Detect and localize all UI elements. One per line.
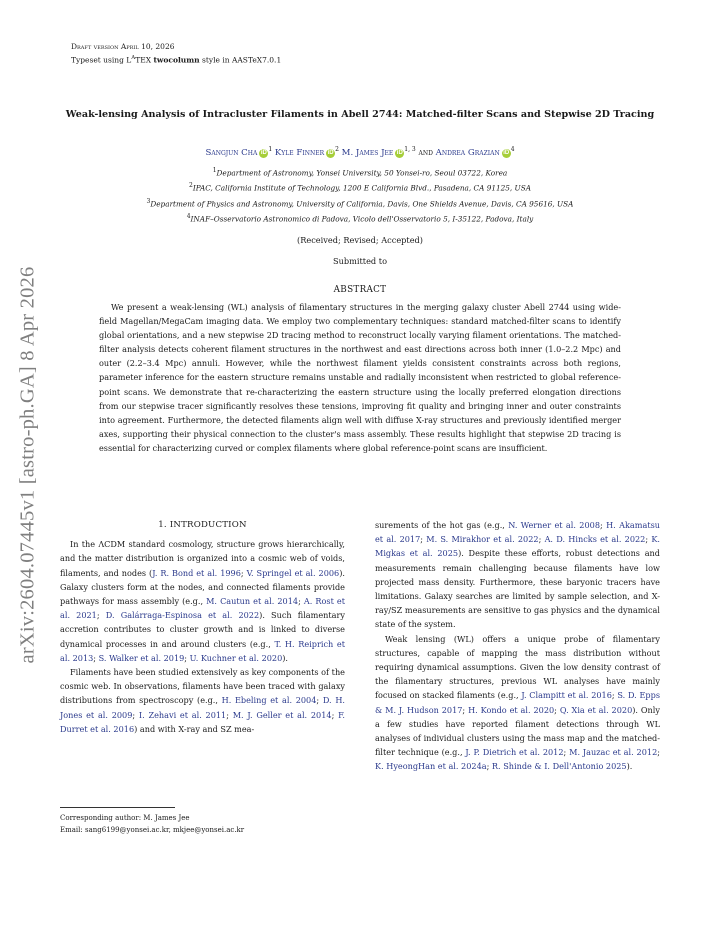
footnote (60, 812, 345, 836)
paper-title: Weak-lensing Analysis of Intracluster Filaments in Abell 2744: Matched-filter Scans and Stepwise 2D Tracing (65, 109, 655, 120)
affiliation (60, 164, 660, 179)
corresponding-author: Corresponding author: M. James Jee (60, 814, 190, 822)
affiliation (60, 210, 660, 225)
citation-link[interactable]: N. Werner et al. 2008 (508, 520, 600, 530)
citation-link[interactable]: U. Kuchner et al. 2020 (189, 652, 283, 663)
orcid-icon[interactable]: iD (260, 149, 267, 156)
paragraph: Weak lensing (WL) offers a unique probe of filamentary structures, capable of mapping the mass distribution without requiring dynamical assumptions. Given the low density contrast of the filamentary structures, previous WL analyses have mainly focused on stacked filaments (e.g., J. Clampitt et al. 2016; S. D. Epps & M. J. Hudson 2017; H. Kondo et al. 2020; Q. Xia et al. 2020). Only a few studies have reported filament detections through WL analyses of individual clusters using the mass map and the matched-filter technique (e.g., J. P. Dietrich et al. 2012; M. Jauzac et al. 2012; K. HyeongHan et al. 2024a; R. Shinde & I. Dell'Antonio 2025). (375, 633, 660, 772)
orcid-icon[interactable]: iD (503, 149, 510, 156)
section-heading: 1. INTRODUCTION (158, 520, 247, 530)
paragraph: In the ΛCDM standard cosmology, structure grows hierarchically, and the matter distribution is organized into a cosmic web of voids, filaments, and nodes (J. R. Bond et al. 1996; V. Springel et al. 2006). Galaxy clusters form at the nodes, and connected filaments provide pathways for mass assembly (e.g., M. Cautun et al. 2014; A. Rost et al. 2021; D. Galárraga-Espinosa et al. 2022). Such filamentary accretion contributes to cluster growth and is linked to diverse dynamical processes in and around clusters (e.g., T. H. Reiprich et al. 2013; S. Walker et al. 2019; U. Kuchner et al. 2020). (60, 539, 345, 663)
affil-text: IPAC, California Institute of Technology, 1200 E California Blvd., Pasadena, CA 91125, USA (192, 183, 531, 193)
citation-link[interactable]: J. Clampitt et al. 2016 (521, 690, 612, 701)
draft-version-line: Draft version April 10, 2026 (71, 42, 175, 51)
citation-link[interactable]: J. R. Bond et al. 1996 (152, 567, 241, 578)
affil-sup: 3 (146, 197, 151, 205)
citation-link[interactable]: D. H. Jones et al. 2009 (60, 695, 345, 720)
author-and: and (418, 147, 433, 158)
citation-link[interactable]: F. Durret et al. 2016 (60, 709, 346, 734)
author-affil-sup: 1 (268, 146, 273, 153)
citation-link[interactable]: H. Kondo et al. 2020 (468, 704, 555, 715)
author-affil-sup: 2 (335, 146, 339, 153)
right-column (375, 518, 660, 774)
arxiv-stamp-text: arXiv:2604.07445v1 [astro-ph.GA] 8 Apr 2026 (16, 266, 39, 664)
citation-link[interactable]: I. Zehavi et al. 2011 (138, 709, 227, 720)
author-list (60, 146, 660, 158)
affil-sup: 1 (212, 167, 217, 174)
citation-link[interactable]: A. D. Hincks et al. 2022 (544, 534, 646, 545)
citation-link[interactable]: S. Walker et al. 2019 (98, 652, 185, 663)
latex-tex: TEX (135, 55, 152, 64)
abstract-text: We present a weak-lensing (WL) analysis of filamentary structures in the merging galaxy cluster Abell 2744 using wide-field Magellan/MegaCam imaging data. We employ two complementary techniques: standard matched-filter scans to identify global orientations, and a new stepwise 2D tracing method to reconstruct locally varying filament orientations. The matched-filter analysis detects coherent filament structures in the northwest and east directions across both inner (1.0–2.2 Mpc) and outer (2.2–3.4 Mpc) annuli. However, while the northwest filament yields consistent constraints across both regions, parameter inference for the eastern structure remains unstable and radially inconsistent when restricted to global reference-point scans. We demonstrate that re-characterizing the eastern structure using the locally preferred elongation directions from our stepwise tracer significantly resolves these tensions, improving fit quality and bringing inner and outer constraints into agreement. Furthermore, the detected filaments align well with diffuse X-ray structures and previously identified merger axes, supporting their physical connection to the cluster's mass assembly. These results highlight that stepwise 2D tracing is essential for characterizing curved or complex filaments where global reference-point scans are insufficient. (99, 302, 621, 453)
author-link[interactable]: Andrea Grazian (435, 147, 500, 158)
author-link[interactable]: Sangjun Cha (205, 147, 258, 158)
orcid-icon[interactable]: iD (396, 149, 403, 156)
draft-header (71, 42, 281, 66)
citation-link[interactable]: J. P. Dietrich et al. 2012 (465, 747, 564, 758)
citation-link[interactable]: M. S. Mirakhor et al. 2022 (426, 534, 539, 545)
citation-link[interactable]: R. Shinde & I. Dell'Antonio 2025 (491, 761, 627, 772)
author-affil-sup: 4 (510, 146, 515, 153)
received-line: (Received; Revised; Accepted) (297, 235, 423, 245)
arxiv-stamp (8, 235, 48, 695)
affiliation-list (60, 164, 660, 226)
citation-link[interactable]: K. Migkas et al. 2025 (375, 534, 660, 559)
paragraph: Filaments have been studied extensively as key components of the cosmic web. In observations, filaments have been traced with galaxy distributions from spectroscopy (e.g., H. Ebeling et al. 2004; D. H. Jones et al. 2009; I. Zehavi et al. 2011; M. J. Geller et al. 2014; F. Durret et al. 2016) and with X-ray and SZ mea- (60, 667, 346, 734)
author-affil-sup: 1, 3 (404, 146, 416, 153)
affil-text: Department of Astronomy, Yonsei University, 50 Yonsei-ro, Seoul 03722, Korea (216, 168, 508, 178)
paragraph: surements of the hot gas (e.g., N. Werner et al. 2008; H. Akamatsu et al. 2017; M. S. Mirakhor et al. 2022; A. D. Hincks et al. 2022; K. Migkas et al. 2025). Despite these efforts, robust detections and measurements remain challenging because filaments have low projected mass density. Furthermore, these baryonic tracers have limitations. Galaxy searches are limited by sample selection, and X-ray/SZ measurements are sensitive to gas physics and the dynamical state of the system. (375, 520, 660, 630)
typeset-post: style in AASTeX7.0.1 (202, 55, 282, 64)
citation-link[interactable]: M. Jauzac et al. 2012 (569, 747, 658, 758)
latex-a: A (131, 54, 136, 61)
affil-sup: 4 (186, 213, 191, 221)
citation-link[interactable]: M. Cautun et al. 2014 (206, 596, 299, 607)
citation-link[interactable]: A. Rost et al. 2021 (60, 596, 345, 621)
citation-link[interactable]: D. Galárraga-Espinosa et al. 2022 (105, 610, 260, 621)
footnote-rule (60, 807, 175, 808)
submitted-line: Submitted to (333, 256, 387, 266)
author-link[interactable]: Kyle Finner (274, 147, 325, 158)
affil-text: INAF–Osservatorio Astronomico di Padova, Vicolo dell'Osservatorio 5, I-35122, Padova, Italy (190, 214, 534, 224)
citation-link[interactable]: K. HyeongHan et al. 2024a (375, 761, 487, 772)
citation-link[interactable]: S. D. Epps & M. J. Hudson 2017 (375, 690, 660, 715)
citation-link[interactable]: H. Ebeling et al. 2004 (221, 695, 317, 706)
orcid-icon[interactable]: iD (327, 149, 334, 156)
abstract-heading: ABSTRACT (333, 285, 387, 295)
email-line: Email: sang6199@yonsei.ac.kr, mkjee@yonsei.ac.kr (60, 826, 245, 834)
typeset-pre: Typeset using L (71, 55, 132, 64)
left-column (60, 518, 345, 736)
citation-link[interactable]: T. H. Reiprich et al. 2013 (60, 638, 345, 663)
citation-link[interactable]: M. J. Geller et al. 2014 (232, 709, 332, 720)
typeset-bold: twocolumn (153, 55, 200, 64)
typeset-line (71, 53, 281, 66)
affil-sup: 2 (189, 182, 193, 190)
citation-link[interactable]: H. Akamatsu et al. 2017 (375, 520, 660, 545)
affiliation (60, 179, 660, 194)
citation-link[interactable]: V. Springel et al. 2006 (246, 567, 340, 578)
affil-text: Department of Physics and Astronomy, University of California, Davis, One Shields Avenue, Davis, CA 95616, USA (150, 199, 574, 209)
affiliation (60, 195, 660, 210)
author-link[interactable]: M. James Jee (341, 147, 394, 158)
citation-link[interactable]: Q. Xia et al. 2020 (559, 704, 633, 715)
